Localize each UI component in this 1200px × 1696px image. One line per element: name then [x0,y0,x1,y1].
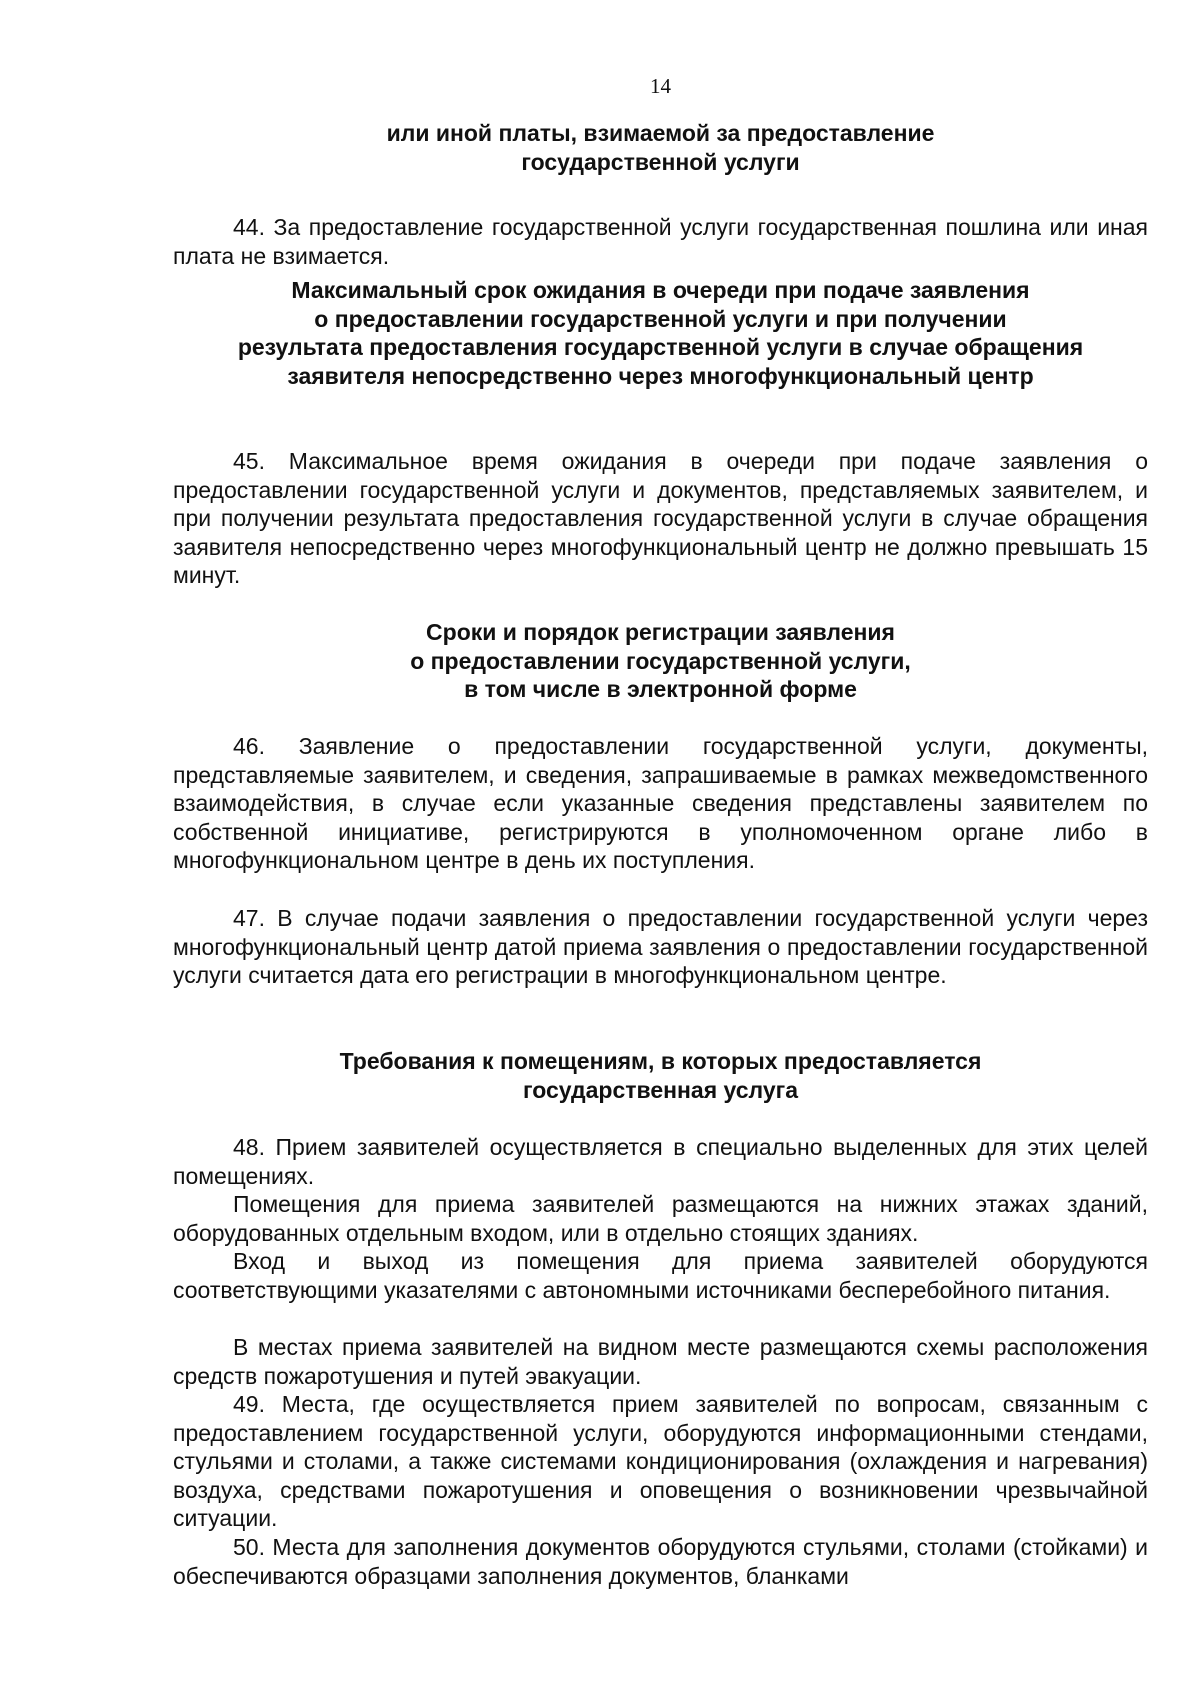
heading-fee-line-1: или иной платы, взимаемой за предоставление [386,120,935,146]
heading-queue-line-4: заявителя непосредственно через многофункциональный центр [287,362,1034,389]
heading-queue [173,276,1148,390]
paragraph-49: 49. Места, где осуществляется прием заявителей по вопросам, связанным с предоставлением государственной услуги, оборудуются информационными стендами, стульями и столами, а также системами кондиционирования (охлаждения и нагревания) воздуха, средствами пожаротушения и оповещения о возникновении чрезвычайной ситуации. [173,1391,1148,1532]
paragraph-48-entrance: Вход и выход из помещения для приема заявителей оборудуются соответствующими указателями с автономными источниками бесперебойного питания. [173,1248,1148,1303]
paragraph-48: 48. Прием заявителей осуществляется в специально выделенных для этих целей помещениях. [173,1134,1148,1189]
heading-fee [173,119,1148,176]
heading-premises-line-2: государственная услуга [522,1076,799,1103]
heading-queue-line-2: о предоставлении государственной услуги и при получении [314,305,1007,332]
paragraph-45: 45. Максимальное время ожидания в очереди при подаче заявления о предоставлении государственной услуги и документов, представляемых заявителем, и при получении результата предоставления государственной услуги в случае обращения заявителя непосредственно через многофункциональный центр не должно превышать 15 минут. [173,448,1148,589]
paragraph-44: 44. За предоставление государственной услуги государственная пошлина или иная плата не взимается. [173,214,1148,269]
paragraph-50: 50. Места для заполнения документов оборудуются стульями, столами (стойками) и обеспечиваются образцами заполнения документов, бланками [173,1534,1148,1589]
heading-fee-line-2: государственной услуги [521,148,800,175]
heading-registration [173,618,1148,704]
heading-registration-line-3: в том числе в электронной форме [464,676,857,703]
heading-premises-line-1: Требования к помещениям, в которых предоставляется [339,1048,982,1074]
heading-premises [173,1047,1148,1104]
paragraph-46: 46. Заявление о предоставлении государственной услуги, документы, представляемые заявителем, и сведения, запрашиваемые в рамках межведомственного взаимодействия, в случае если указанные сведения представлены заявителем по собственной инициативе, регистрируются в уполномоченном органе либо в многофункциональном центре в день их поступления. [173,733,1148,874]
heading-registration-line-1: Сроки и порядок регистрации заявления [426,619,895,645]
paragraph-48-premises-location: Помещения для приема заявителей размещаются на нижних этажах зданий, оборудованных отдельным входом, или в отдельно стоящих зданиях. [173,1191,1148,1246]
heading-queue-line-3: результата предоставления государственной услуги в случае обращения [237,334,1084,361]
heading-queue-line-1: Максимальный срок ожидания в очереди при подаче заявления [291,277,1030,303]
paragraph-47: 47. В случае подачи заявления о предоставлении государственной услуги через многофункциональный центр датой приема заявления о предоставлении государственной услуги считается дата его регистрации в многофункциональном центре. [173,905,1148,989]
paragraph-48-evacuation: В местах приема заявителей на видном месте размещаются схемы расположения средств пожаротушения и путей эвакуации. [173,1334,1148,1389]
heading-registration-line-2: о предоставлении государственной услуги, [410,647,911,674]
page-number: 14 [650,74,671,98]
